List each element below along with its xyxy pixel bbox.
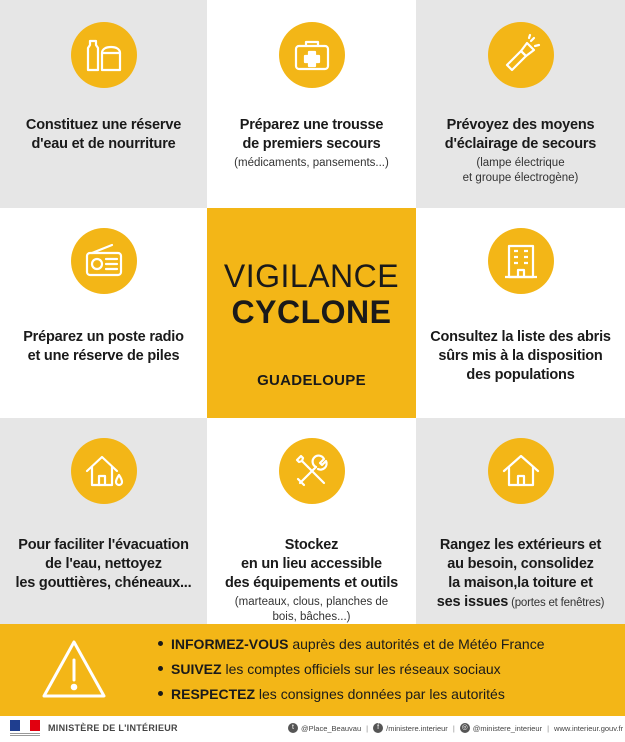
footer <box>0 716 625 742</box>
alert-item <box>158 632 545 657</box>
alert-banner <box>0 624 625 716</box>
cell-vigilance-cyclone <box>207 208 416 418</box>
tools-title <box>225 536 398 593</box>
first-aid-kit-icon <box>279 22 345 88</box>
tools-line-2: en un lieu accessible <box>241 556 382 572</box>
cell-exterior <box>416 418 625 624</box>
website-link[interactable]: www.interieur.gouv.fr <box>554 723 624 733</box>
twitter-icon: t <box>288 723 298 733</box>
lighting-title <box>445 116 596 154</box>
twitter-link[interactable]: @Place_Beauvau <box>301 723 362 733</box>
lighting-line-1: Prévoyez des moyens <box>446 117 595 133</box>
first-aid-title <box>240 116 383 154</box>
alert-item <box>158 657 545 682</box>
shelters-line-1: Consultez la liste des abris <box>430 329 611 345</box>
gutters-title <box>16 536 192 593</box>
gutters-line-2: de l'eau, nettoyez <box>45 556 162 572</box>
lighting-note-line-1: (lampe électrique <box>476 157 565 169</box>
alert-item-text: les comptes officiels sur les réseaux sociaux <box>221 661 501 677</box>
republic-logo <box>10 720 40 738</box>
tools-note-line-2: bois, bâches...) <box>272 611 351 623</box>
lighting-note <box>463 156 579 186</box>
gutters-line-1: Pour faciliter l'évacuation <box>18 537 189 553</box>
first-aid-line-1: Préparez une trousse <box>239 117 384 133</box>
first-aid-note-line-1: (médicaments, pansements...) <box>234 157 389 169</box>
building-icon <box>488 228 554 294</box>
alert-item-text: les consignes données par les autorités <box>255 686 505 702</box>
tools-line-1: Stockez <box>284 537 339 553</box>
radio-icon <box>71 228 137 294</box>
exterior-title <box>437 536 605 613</box>
instagram-icon: ◎ <box>461 724 468 731</box>
exterior-issues-note: (portes et fenêtres) <box>508 597 605 609</box>
facebook-link[interactable]: /ministere.interieur <box>386 723 448 733</box>
tools-note <box>235 595 388 624</box>
cell-gutters <box>0 418 207 624</box>
warning-icon <box>36 632 112 708</box>
water-food-line-1: Constituez une réserve <box>25 117 182 133</box>
exterior-line-2: au besoin, consolidez <box>447 556 594 572</box>
first-aid-line-2: de premiers secours <box>242 136 381 152</box>
alert-item-keyword: RESPECTEZ <box>171 686 256 702</box>
exterior-line-4 <box>437 593 605 613</box>
radio-title <box>23 328 184 366</box>
house-icon <box>488 438 554 504</box>
tools-line-3: des équipements et outils <box>224 575 399 591</box>
tools-icon <box>279 438 345 504</box>
cyclone-title: CYCLONE <box>231 294 392 330</box>
region-label: GUADELOUPE <box>257 372 366 389</box>
ministry-name: MINISTÈRE DE L'INTÉRIEUR <box>48 723 178 733</box>
lighting-note-line-2: et groupe électrogène) <box>462 172 579 184</box>
vigilance-title: VIGILANCE <box>223 258 400 294</box>
cell-radio <box>0 208 207 418</box>
tools-note-line-1: (marteaux, clous, planches de <box>234 596 389 608</box>
alert-item-text: auprès des autorités et de Météo France <box>288 636 545 652</box>
alert-list <box>158 632 545 707</box>
social-links: t @Place_Beauvau | f /ministere.interieur | ◎ @ministere_interieur | www.interieur.gouv.fr <box>288 723 623 733</box>
cell-first-aid <box>207 0 416 208</box>
alert-item-keyword: SUIVEZ <box>171 661 222 677</box>
house-drop-icon <box>71 438 137 504</box>
flashlight-icon <box>488 22 554 88</box>
cell-water-food <box>0 0 207 208</box>
gutters-line-3: les gouttières, chéneaux... <box>15 575 192 591</box>
instagram-link[interactable]: @ministere_interieur <box>472 723 543 733</box>
shelters-title <box>430 328 611 385</box>
alert-item-keyword: INFORMEZ-VOUS <box>171 636 289 652</box>
radio-line-1: Préparez un poste radio <box>23 329 184 345</box>
exterior-line-3: la maison,la toiture et <box>448 575 593 591</box>
exterior-issues-label: ses issues <box>436 594 509 610</box>
exterior-line-1: Rangez les extérieurs et <box>439 537 602 553</box>
facebook-icon: f <box>373 723 383 733</box>
water-food-line-2: d'eau et de nourriture <box>31 136 176 152</box>
water-food-icon <box>71 22 137 88</box>
shelters-line-2: sûrs mis à la disposition <box>438 348 603 364</box>
radio-line-2: et une réserve de piles <box>27 348 180 364</box>
water-food-title <box>26 116 181 154</box>
lighting-line-2: d'éclairage de secours <box>444 136 597 152</box>
first-aid-note <box>234 156 389 171</box>
alert-item <box>158 682 545 707</box>
cell-tools <box>207 418 416 624</box>
cell-shelters <box>416 208 625 418</box>
cell-lighting <box>416 0 625 208</box>
shelters-line-3: des populations <box>466 367 575 383</box>
